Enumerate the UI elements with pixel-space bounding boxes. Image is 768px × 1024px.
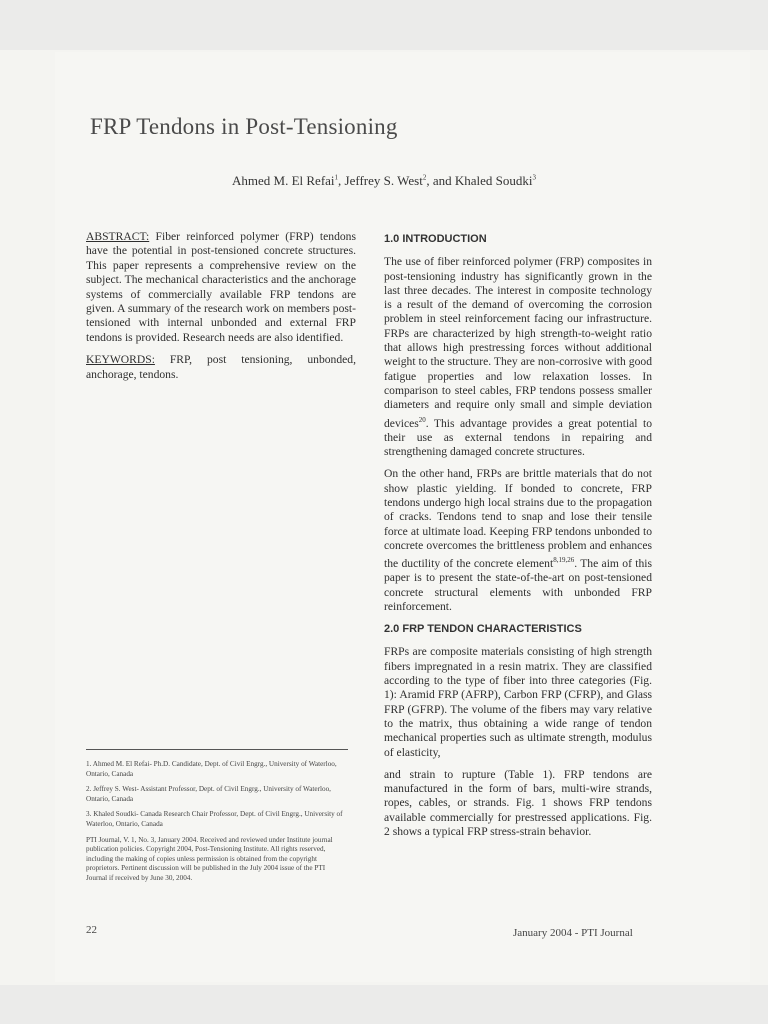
journal-footer: January 2004 - PTI Journal xyxy=(513,927,633,939)
abstract xyxy=(86,230,356,345)
author-line xyxy=(232,173,536,189)
abstract-text: Fiber reinforced polymer (FRP) tendons have the potential in post-tensioned concrete structures. This paper represents a comprehensive review on the subject. The mechanical characteristics and the anchorage systems of commercially available FRP tendons are given. A summary of the research work on members post-tensioned with internal unbonded and external FRP tendons is provided. Research needs are also identified. xyxy=(86,230,356,344)
article-title: FRP Tendons in Post-Tensioning xyxy=(90,114,398,139)
left-column xyxy=(86,230,356,390)
paragraph: FRPs are composite materials consisting of high strength fibers impregnated in a resin matrix. They are classified according to the type of fiber into three categories (Fig. 1): Aramid FRP (AFRP), Carbon FRP (CFRP), and Glass FRP (GFRP). The volume of the fibers may vary relative to the matrix, thus obtaining a wide range of tendon mechanical properties such as ultimate strength, modulus of elasticity, xyxy=(384,645,652,759)
paragraph-text: . The aim of this paper is to present the state-of-the-art on post-tensioned concrete structural elements with unbonded FRP reinforcement. xyxy=(384,556,652,613)
page-number: 22 xyxy=(86,924,97,936)
right-column xyxy=(384,232,652,847)
author-mark: 1 xyxy=(334,173,339,182)
footnote: 2. Jeffrey S. West- Assistant Professor, Dept. of Civil Engrg., University of Waterloo, Ontario, Canada xyxy=(86,785,331,803)
citation-ref: 20 xyxy=(418,415,426,424)
publication-note: PTI Journal, V. 1, No. 3, January 2004. Received and reviewed under Institute journal publication policies. Copyright 2004, Post-Tensioning Institute. All rights reserved, including the making of copies unless permission is obtained from the copyright proprietors. Pertinent discussion will be published in the July 2004 issue of the PTI Journal if received by June 30, 2004. xyxy=(86,835,333,882)
abstract-label: ABSTRACT: xyxy=(86,230,150,243)
paragraph-text: On the other hand, FRPs are brittle materials that do not show plastic yielding. If bonded to concrete, FRP tendons undergo high local strains due to the propagation of cracks. Tendons tend to snap and lose their tensile force at ultimate load. Keeping FRP tendons unbonded to concrete overcomes the brittleness problem and enhances the ductility of the concrete element xyxy=(384,467,652,570)
section-heading-introduction: 1.0 INTRODUCTION xyxy=(384,233,487,245)
paragraph-text: The use of fiber reinforced polymer (FRP) composites in post-tensioning industry has significantly grown in the last three decades. The interest in composite technology is a result of the demand of overcoming the corrosion problem in steel reinforcement facing our infrastructure. FRPs are characterized by high strength-to-weight ratio that allows high prestressing forces without additional weight to the structure. They are non-corrosive with good fatigue properties and low relaxation losses. In comparison to steel cables, FRP tendons possess smaller diameters and require only small and simple deviation devices xyxy=(384,255,652,430)
author-separator: , and xyxy=(426,173,455,188)
scan-top-band xyxy=(0,0,768,50)
author-name: Jeffrey S. West xyxy=(344,173,423,188)
author-separator: , xyxy=(338,173,345,188)
paragraph xyxy=(384,467,652,614)
author-mark: 3 xyxy=(532,173,536,182)
keywords-label: KEYWORDS: xyxy=(86,353,155,367)
author-mark: 2 xyxy=(422,173,427,182)
footnote-divider xyxy=(86,749,348,750)
keywords-text: FRP, post tensioning, unbonded, anchorage, tendons. xyxy=(86,353,356,381)
section-heading-frp-characteristics: 2.0 FRP TENDON CHARACTERISTICS xyxy=(384,623,582,636)
footnotes xyxy=(86,760,348,890)
footnote: 1. Ahmed M. El Refai- Ph.D. Candidate, Dept. of Civil Engrg., University of Waterloo, Ontario, Canada xyxy=(86,760,337,778)
author-name: Ahmed M. El Refai xyxy=(232,173,335,188)
paragraph-text: . This advantage provides a great potential to their use as external tendons in repairing and strengthening damaged concrete structures. xyxy=(384,416,652,459)
paragraph xyxy=(384,255,652,459)
citation-ref: 8,19,26 xyxy=(553,556,575,565)
keywords xyxy=(86,353,356,382)
author-name: Khaled Soudki xyxy=(454,173,533,188)
paragraph: and strain to rupture (Table 1). FRP tendons are manufactured in the form of bars, multi-wire strands, ropes, cables, or strands. Fig. 1 shows FRP tendons available commercially for prestressed applications. Fig. 2 shows a typical FRP stress-strain behavior. xyxy=(384,767,652,838)
scan-bottom-band xyxy=(0,985,768,1024)
footnote: 3. Khaled Soudki- Canada Research Chair Professor, Dept. of Civil Engrg., University of Waterloo, Ontario, Canada xyxy=(86,810,343,828)
